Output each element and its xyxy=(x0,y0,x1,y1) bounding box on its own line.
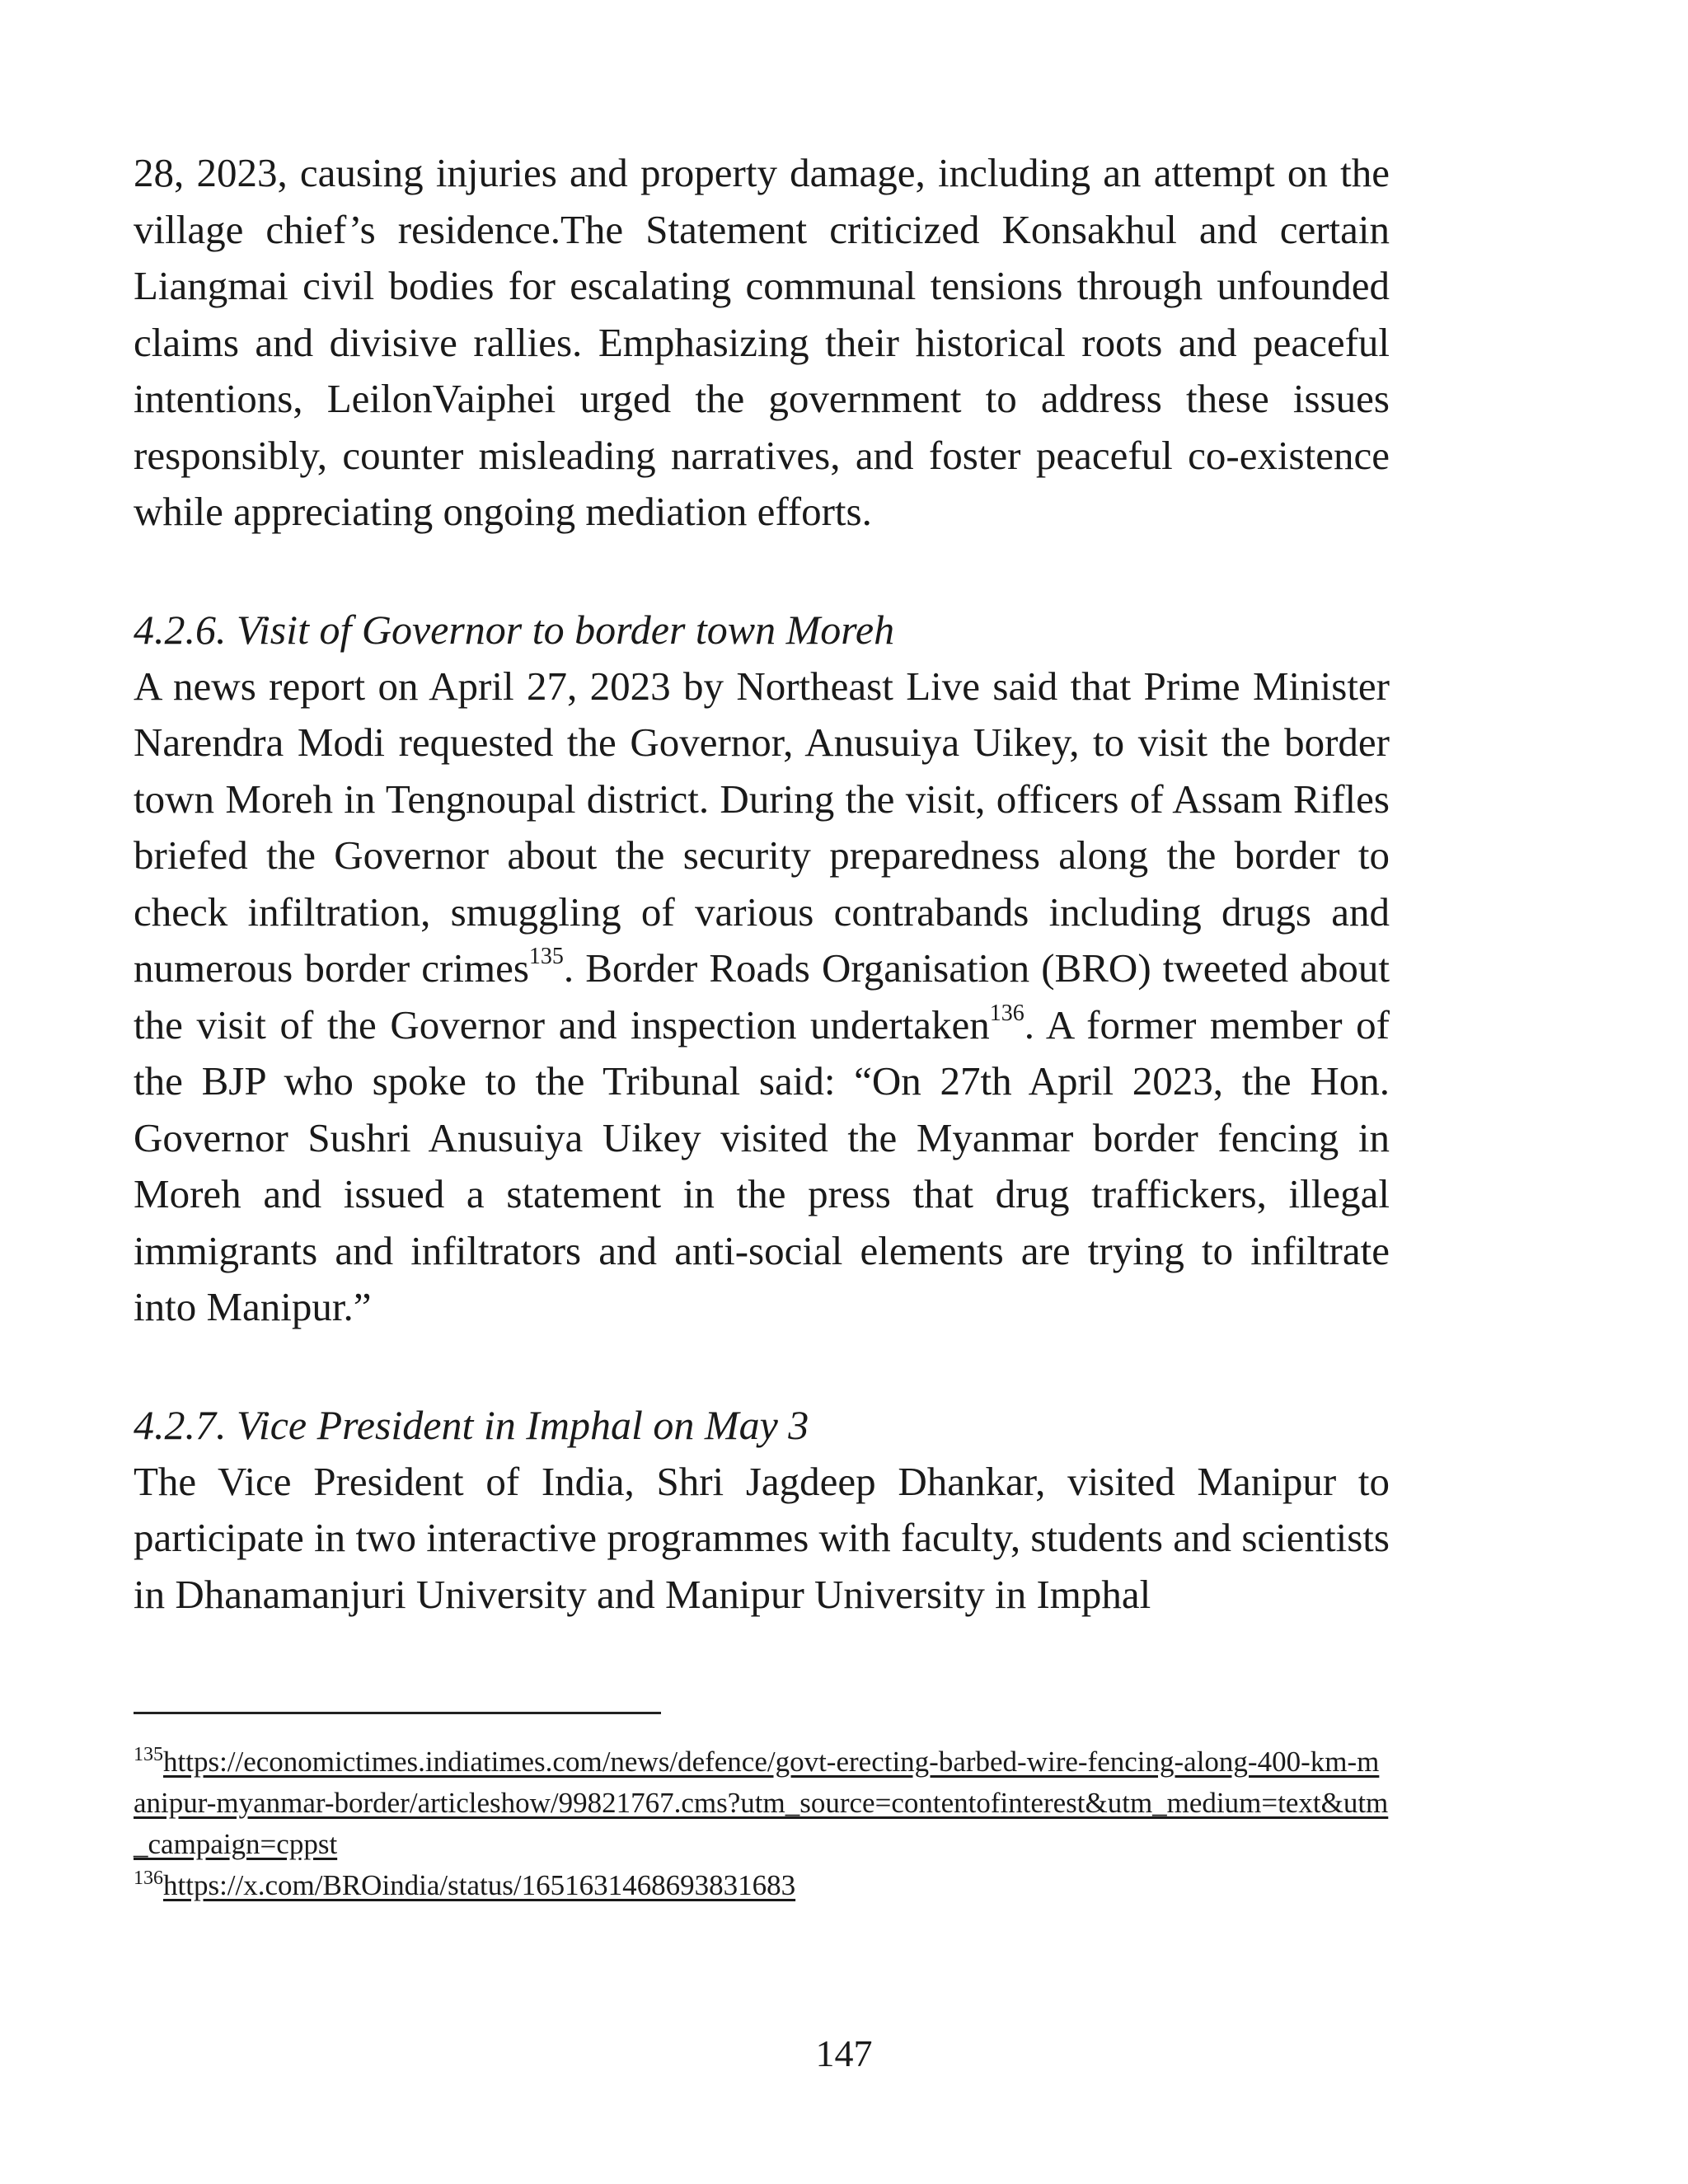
footnote-number: 136 xyxy=(134,1868,163,1889)
paragraph-text: A news report on April 27, 2023 by Northeast Live said that Prime Minister Narendra Modi requested the Governor, Anusuiya Uikey, to visit the border town Moreh in Tengnoupal district. During the visit, officers of Assam Rifles briefed the Governor about the security preparedness along the border to check infiltration, smuggling of various contrabands including drugs and numerous border crimes xyxy=(134,663,1390,991)
section-4-2-6-paragraph xyxy=(134,658,1390,1336)
footnote-number: 135 xyxy=(134,1744,163,1765)
footnote-divider xyxy=(134,1712,661,1714)
section-4-2-6 xyxy=(134,602,1390,1336)
paragraph-text: . A former member of the BJP who spoke to the Tribunal said: “On 27th April 2023, the Hon. Governor Sushri Anusuiya Uikey visited the Myanmar border fencing in Moreh and issued a statement in the press that drug traffickers, illegal immigrants and infiltrators and anti-social elements are trying to infiltrate into Manipur.” xyxy=(134,1001,1390,1329)
footnotes xyxy=(134,1741,1390,1906)
footnote-link[interactable]: https://economictimes.indiatimes.com/news/defence/govt-erecting-barbed-wire-fencing-along-400-km-manipur-myanmar-border/articleshow/99821767.cms?utm_source=contentofinterest&utm_medium=text&utm_campaign=cppst xyxy=(134,1746,1389,1860)
footnote-link[interactable]: https://x.com/BROindia/status/1651631468693831683 xyxy=(163,1869,796,1901)
page-number: 147 xyxy=(815,2032,873,2074)
continuation-block xyxy=(134,145,1390,541)
footnote-ref-136[interactable]: 136 xyxy=(989,1000,1025,1026)
section-4-2-7-paragraph: The Vice President of India, Shri Jagdeep Dhankar, visited Manipur to participate in two interactive programmes with faculty, students and scientists in Dhanamanjuri University and Manipur University in Imphal xyxy=(134,1458,1390,1617)
footnote-ref-135[interactable]: 135 xyxy=(528,944,564,969)
section-4-2-7 xyxy=(134,1397,1390,1623)
footnote-135 xyxy=(134,1741,1390,1865)
section-heading-4-2-7: 4.2.7. Vice President in Imphal on May 3 xyxy=(134,1402,809,1448)
paragraph-text: . Border Roads Organisation (BRO) tweeted about the visit of the Governor and inspection undertaken xyxy=(134,945,1390,1047)
continuation-paragraph: 28, 2023, causing injuries and property damage, including an attempt on the village chief’s residence.The Statement criticized Konsakhul and certain Liangmai civil bodies for escalating communal tensions through unfounded claims and divisive rallies. Emphasizing their historical roots and peaceful intentions, LeilonVaiphei urged the government to address these issues responsibly, counter misleading narratives, and foster peaceful co-existence while appreciating ongoing mediation efforts. xyxy=(134,150,1390,534)
section-heading-4-2-6: 4.2.6. Visit of Governor to border town Moreh xyxy=(134,607,895,653)
footnote-136 xyxy=(134,1865,1390,1906)
